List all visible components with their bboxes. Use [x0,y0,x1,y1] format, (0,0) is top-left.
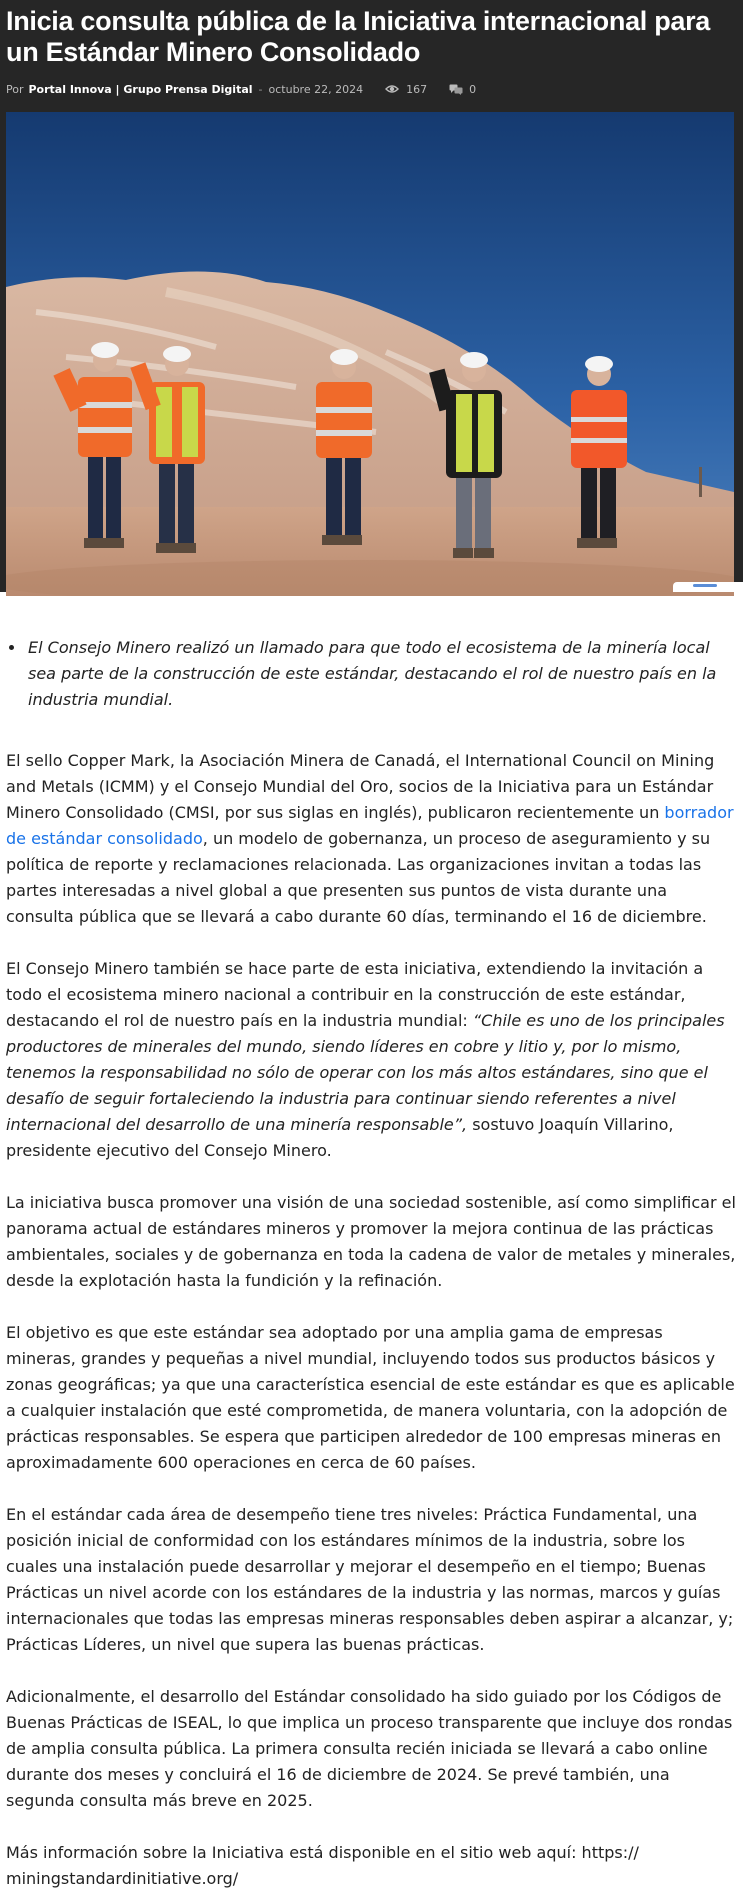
article-header [0,0,743,592]
paragraph-2-text: El Consejo Minero también se hace parte de esta iniciativa, extendiendo la invitación a todo el ecosistema minero nacional a contribuir en la construcción de este estándar, destacando el rol de nuestro país en la industria mundial: [6,959,704,1030]
paragraph-1 [6,748,737,930]
views-count: 167 [406,82,428,96]
quote-text: “Chile es uno de los principales productores de minerales del mundo, siendo líderes en cobre y litio y, por lo mismo, tenemos la responsabilidad no sólo de operar con los más altos estándares, sino que el desafío de seguir fortaleciendo la industria para continuar siendo referentes a nivel internacional del desarrollo de una minería responsable”, [6,1011,725,1134]
paragraph-6: Adicionalmente, el desarrollo del Estándar consolidado ha sido guiado por los Códigos de Buenas Prácticas de ISEAL, lo que implica un proceso transparente que incluye dos rondas de amplia consulta pública. La primera consulta recién iniciada se llevará a cabo online durante dos meses y concluirá el 16 de diciembre de 2024. Se prevé también, una segunda consulta más breve en 2025. [6,1687,733,1810]
paragraph-5: En el estándar cada área de desempeño tiene tres niveles: Práctica Fundamental, una posición inicial de conformidad con los estándares mínimos de la industria, sobre los cuales una instalación puede desarrollar y mejorar el desempeño en el tiempo; Buenas Prácticas un nivel acorde con los estándares de la industria y las normas, marcos y guías internacionales que todas las empresas mineras responsables deben aspirar a alcanzar, y; Prácticas Líderes, un nivel que supera las buenas prácticas. [6,1505,734,1654]
widget-tab-mark [693,584,717,587]
hero-illustration [6,112,734,596]
meta-separator: - [258,82,263,96]
summary-bullet: • El Consejo Minero realizó un llamado para que todo el ecosistema de la minería local sea parte de la construcción de este estándar, destacando el rol de nuestro país en la industria mundial. [26,635,737,713]
author-link[interactable]: Portal Innova | Grupo Prensa Digital [28,82,253,96]
eye-icon [385,84,399,94]
by-label: Por [6,82,24,96]
paragraph-1-text: El sello Copper Mark, la Asociación Minera de Canadá, el International Council on Mining and Metals (ICMM) y el Consejo Mundial del Oro, socios de la Iniciativa para un Estándar Minero Consolidado (CMSI, por sus siglas en inglés), publicaron recientemente un [6,751,715,822]
draft-standard-link[interactable]: borrador de estándar consolidado [6,803,734,848]
paragraph-2 [6,956,737,1164]
hero-image [6,112,734,596]
article-title: Inicia consulta pública de la Iniciativa internacional para un Estándar Minero Consolidado [6,6,711,67]
paragraph-7: Más información sobre la Iniciativa está disponible en el sitio web aquí: https:// miningstandardinitiative.org/ [6,1843,639,1888]
paragraph-1-text-end: , un modelo de gobernanza, un proceso de aseguramiento y su política de reporte y reclamaciones relacionada. Las organizaciones invitan a todas las partes interesadas a nivel global a que presenten sus puntos de vista durante una consulta pública que se llevará a cabo durante 60 días, terminando el 16 de diciembre. [6,829,711,926]
comments-icon[interactable] [449,84,463,95]
paragraph-2-text-end: sostuvo Joaquín Villarino, presidente ejecutivo del Consejo Minero. [6,1115,674,1160]
comments-count[interactable]: 0 [469,82,477,96]
publish-date: octubre 22, 2024 [268,82,364,96]
paragraph-3: La iniciativa busca promover una visión de una sociedad sostenible, así como simplificar el panorama actual de estándares mineros y promover la mejora continua de las prácticas ambientales, sociales y de gobernanza en toda la cadena de valor de metales y minerales, desde la explotación hasta la fundición y la refinación. [6,1193,736,1290]
widget-tab[interactable] [673,582,743,592]
summary-bullets [6,635,737,713]
article-meta [6,81,737,97]
paragraph-4: El objetivo es que este estándar sea adoptado por una amplia gama de empresas mineras, grandes y pequeñas a nivel mundial, incluyendo todos sus productos básicos y zonas geográficas; ya que una característica esencial de este estándar es que es aplicable a cualquier instalación que esté comprometida, de manera voluntaria, con la adopción de prácticas responsables. Se espera que participen alrededor de 100 empresas mineras en aproximadamente 600 operaciones en cerca de 60 países. [6,1323,735,1472]
article-body [0,592,743,1892]
